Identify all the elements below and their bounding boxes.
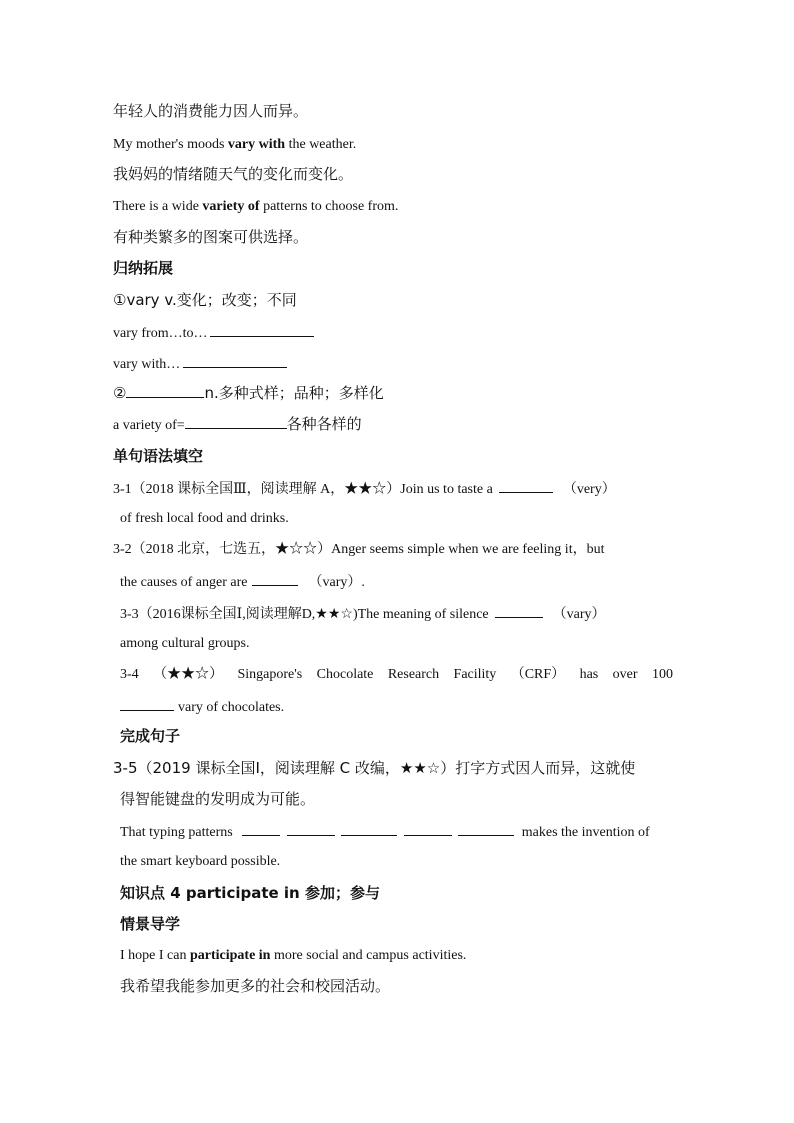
hint: （vary） xyxy=(552,607,606,622)
example-text: My mother's moods xyxy=(113,137,228,152)
heading-induction: 归纳拓展 xyxy=(113,259,174,277)
question-3-2-line2 xyxy=(120,571,365,593)
a-variety-of-row xyxy=(113,414,362,436)
answer-blank[interactable] xyxy=(252,571,298,586)
example-participate-in-zh: 我希望我能参加更多的社会和校园活动。 xyxy=(120,977,391,995)
phrase: a variety of= xyxy=(113,418,185,433)
question-3-5-line3 xyxy=(120,821,673,843)
answer-blank[interactable] xyxy=(183,353,287,368)
word: Research xyxy=(387,667,440,682)
answer-blank[interactable] xyxy=(185,414,287,429)
example-text: patterns to choose from. xyxy=(259,199,399,214)
question-text: vary of chocolates. xyxy=(178,700,285,715)
phrase: vary with… xyxy=(113,357,181,372)
word: over xyxy=(612,667,638,682)
example-text: the weather. xyxy=(285,137,357,152)
question-3-1-line2: of fresh local food and drinks. xyxy=(120,511,289,526)
intro-sentence-zh: 年轻人的消费能力因人而异。 xyxy=(113,102,309,120)
answer-blank[interactable] xyxy=(341,821,397,836)
answer-blank[interactable] xyxy=(120,696,174,711)
example-text: I hope I can xyxy=(120,948,190,963)
question-3-3-line1 xyxy=(120,603,673,625)
word: 100 xyxy=(651,667,673,682)
answer-blank[interactable] xyxy=(404,821,452,836)
phrase: vary from…to… xyxy=(113,326,208,341)
hint: （vary）. xyxy=(308,575,365,590)
example-variety-of xyxy=(113,197,398,217)
keyword: vary with xyxy=(227,137,286,152)
question-text: 3-1（2018 课标全国Ⅲ，阅读理解 A，★★☆）Join us to taste a xyxy=(113,482,493,497)
word: Chocolate xyxy=(316,667,374,682)
word: 3-4 xyxy=(120,667,139,682)
word: （CRF） xyxy=(510,667,566,682)
word: has xyxy=(579,667,599,682)
hint: （very） xyxy=(562,482,616,497)
answer-blank[interactable] xyxy=(458,821,514,836)
vary-from-to-row xyxy=(113,322,314,344)
answer-blank[interactable] xyxy=(495,603,543,618)
question-3-1-line1 xyxy=(113,478,673,500)
heading-scenario: 情景导学 xyxy=(120,915,181,933)
definition-text: n.多种式样；品种；多样化 xyxy=(204,384,384,402)
item-vary-definition: ①vary v.变化；改变；不同 xyxy=(113,291,297,309)
answer-blank[interactable] xyxy=(126,383,204,398)
item-variety-definition xyxy=(113,383,384,403)
word: （★★☆） xyxy=(153,667,224,682)
example-text: There is a wide xyxy=(113,199,203,214)
vary-with-row xyxy=(113,353,287,375)
question-3-4-line1 xyxy=(120,665,673,685)
heading-complete-sentence: 完成句子 xyxy=(120,727,181,745)
question-3-5-line1: 3-5（2019 课标全国Ⅰ，阅读理解 C 改编，★★☆）打字方式因人而异，这就使 xyxy=(113,759,636,777)
knowledge-point-4: 知识点 4 participate in 参加；参与 xyxy=(120,884,380,902)
keyword: participate in xyxy=(189,948,271,963)
question-3-3-line2: among cultural groups. xyxy=(120,636,250,651)
keyword: variety of xyxy=(202,199,260,214)
answer-blank[interactable] xyxy=(499,478,553,493)
question-3-2-line1: 3-2（2018 北京，七选五，★☆☆）Anger seems simple when we are feeling it，but xyxy=(113,542,605,557)
answer-blank[interactable] xyxy=(210,322,314,337)
example-vary-with xyxy=(113,135,356,155)
question-text: the causes of anger are xyxy=(120,575,248,590)
answer-blank[interactable] xyxy=(242,821,280,836)
word: Singapore's xyxy=(237,667,303,682)
question-3-4-line2 xyxy=(120,696,284,718)
example-text: more social and campus activities. xyxy=(270,948,467,963)
definition-text: 各种各样的 xyxy=(286,415,362,433)
question-3-5-line4: the smart keyboard possible. xyxy=(120,854,281,869)
word: Facility xyxy=(453,667,497,682)
answer-blank[interactable] xyxy=(287,821,335,836)
example-vary-with-zh: 我妈妈的情绪随天气的变化而变化。 xyxy=(113,165,354,183)
question-text: makes the invention of xyxy=(521,825,650,840)
example-variety-of-zh: 有种类繁多的图案可供选择。 xyxy=(113,228,309,246)
question-text: 3-3（2016课标全国Ⅰ,阅读理解D,★★☆)The meaning of silence xyxy=(120,607,489,622)
circled-number: ② xyxy=(113,384,127,402)
example-participate-in xyxy=(120,946,466,966)
question-3-5-line2: 得智能键盘的发明成为可能。 xyxy=(120,790,316,808)
heading-grammar-fill: 单句语法填空 xyxy=(113,447,204,465)
question-text: That typing patterns xyxy=(120,825,233,840)
